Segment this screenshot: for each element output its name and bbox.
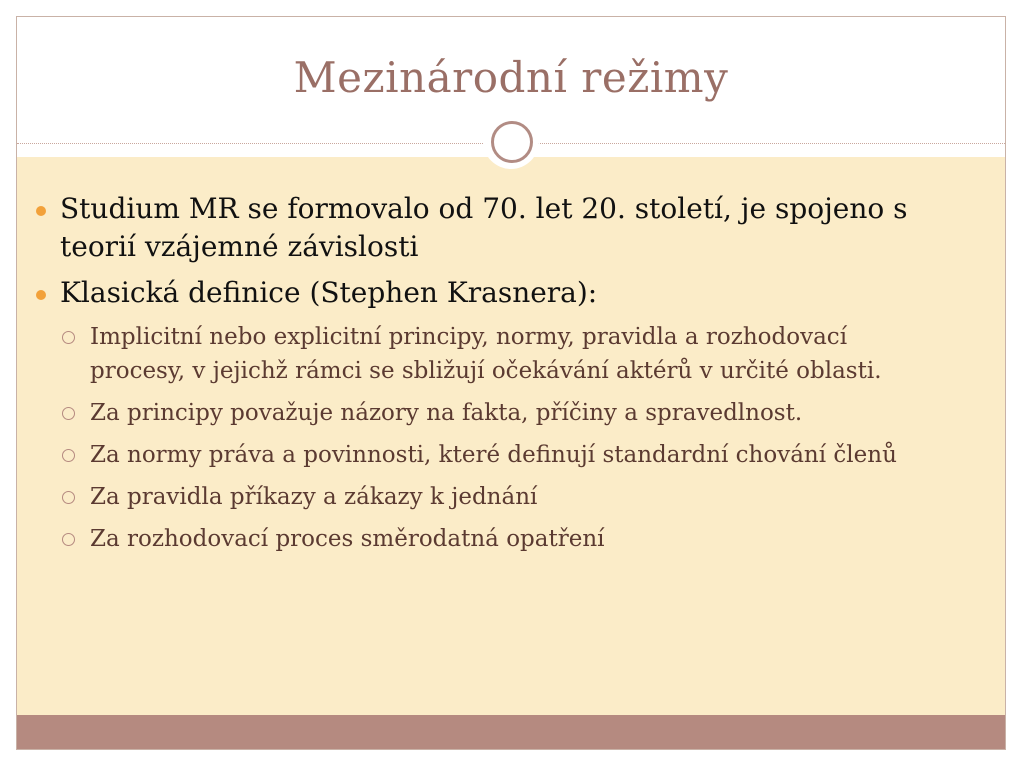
bullet-dot-icon <box>36 206 46 216</box>
sub-bullet-item <box>28 480 948 514</box>
footer-band <box>17 715 1005 749</box>
sub-bullet-item <box>28 438 948 472</box>
ornament-ring <box>491 121 533 163</box>
sub-bullet-ring-icon <box>62 533 75 546</box>
sub-bullet-text: Za pravidla příkazy a zákazy k jednání <box>90 484 538 510</box>
sub-bullet-text: Za rozhodovací proces směrodatná opatření <box>90 526 605 552</box>
bullet-list <box>28 190 948 564</box>
sub-bullet-ring-icon <box>62 407 75 420</box>
sub-bullet-item <box>28 320 948 388</box>
sub-bullet-text: Za principy považuje názory na fakta, příčiny a spravedlnost. <box>90 400 803 426</box>
sub-bullet-ring-icon <box>62 491 75 504</box>
sub-bullet-item <box>28 522 948 556</box>
bullet-item <box>28 190 948 266</box>
sub-bullet-ring-icon <box>62 449 75 462</box>
sub-bullet-text: Implicitní nebo explicitní principy, normy, pravidla a rozhodovací procesy, v jejichž rámci se sbližují očekávání aktérů v určité oblasti. <box>90 324 882 384</box>
circle-ornament-icon <box>483 113 539 169</box>
sub-bullet-text: Za normy práva a povinnosti, které definují standardní chování členů <box>90 442 897 468</box>
bullet-item <box>28 274 948 312</box>
bullet-text: Klasická definice (Stephen Krasnera): <box>60 276 598 309</box>
bullet-text: Studium MR se formovalo od 70. let 20. století, je spojeno s teorií vzájemné závislosti <box>60 192 908 263</box>
sub-bullet-item <box>28 396 948 430</box>
bullet-dot-icon <box>36 290 46 300</box>
sub-bullet-ring-icon <box>62 331 75 344</box>
slide-title: Mezinárodní režimy <box>293 53 729 102</box>
